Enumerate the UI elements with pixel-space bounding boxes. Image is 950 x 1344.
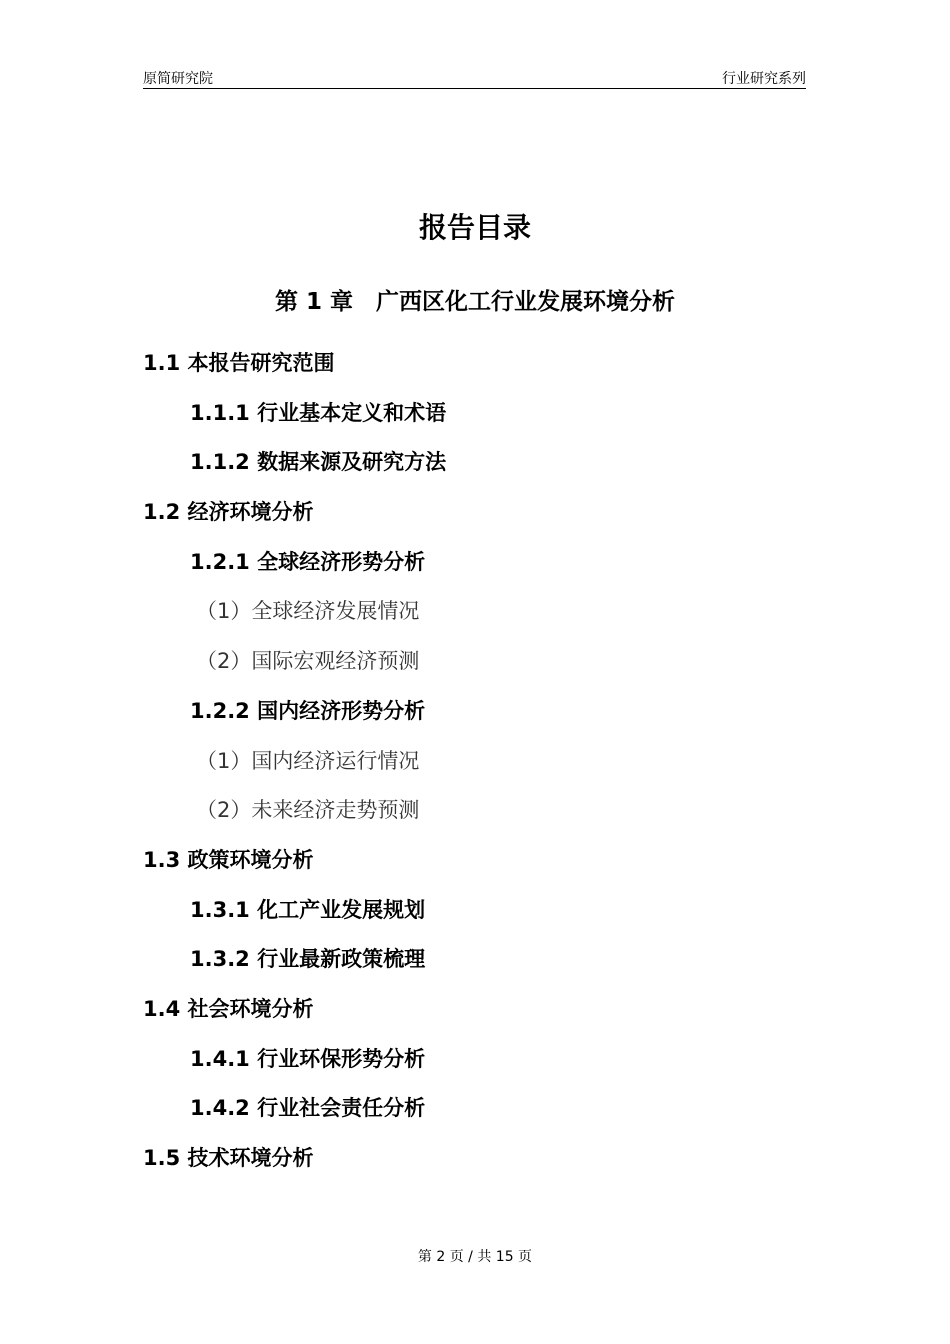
header-right: 行业研究系列 [722, 71, 806, 87]
table-of-contents [0, 345, 950, 1190]
toc-entry-level-2[interactable]: 1.4.1 行业环保形势分析 [190, 1046, 426, 1071]
chapter-heading: 第 1 章 广西区化工行业发展环境分析 [274, 289, 676, 315]
toc-entry-level-1[interactable]: 1.4 社会环境分析 [143, 996, 314, 1021]
toc-entry-level-2[interactable]: 1.3.2 行业最新政策梳理 [190, 947, 426, 972]
toc-entry-level-1[interactable]: 1.3 政策环境分析 [143, 847, 314, 872]
toc-entry-level-2[interactable]: 1.3.1 化工产业发展规划 [190, 897, 426, 922]
header-divider [143, 88, 806, 89]
toc-entry-level-3[interactable]: （1）全球经济发展情况 [196, 599, 420, 624]
page-number: 第 2 页 / 共 15 页 [417, 1249, 533, 1265]
toc-entry-level-2[interactable]: 1.1.1 行业基本定义和术语 [190, 400, 447, 425]
toc-entry-level-2[interactable]: 1.2.1 全球经济形势分析 [190, 549, 426, 574]
toc-entry-level-2[interactable]: 1.2.2 国内经济形势分析 [190, 698, 426, 723]
toc-entry-level-1[interactable]: 1.5 技术环境分析 [143, 1146, 314, 1170]
toc-entry-level-2[interactable]: 1.4.2 行业社会责任分析 [190, 1096, 426, 1121]
toc-entry-level-1[interactable]: 1.2 经济环境分析 [143, 500, 314, 525]
header-left: 原简研究院 [143, 71, 213, 87]
toc-entry-level-3[interactable]: （1）国内经济运行情况 [196, 748, 420, 773]
toc-entry-level-2[interactable]: 1.1.2 数据来源及研究方法 [190, 450, 447, 475]
toc-entry-level-3[interactable]: （2）国际宏观经济预测 [196, 649, 420, 674]
page-title: 报告目录 [418, 211, 531, 244]
toc-entry-level-1[interactable]: 1.1 本报告研究范围 [143, 351, 335, 375]
toc-entry-level-3[interactable]: （2）未来经济走势预测 [196, 798, 420, 823]
